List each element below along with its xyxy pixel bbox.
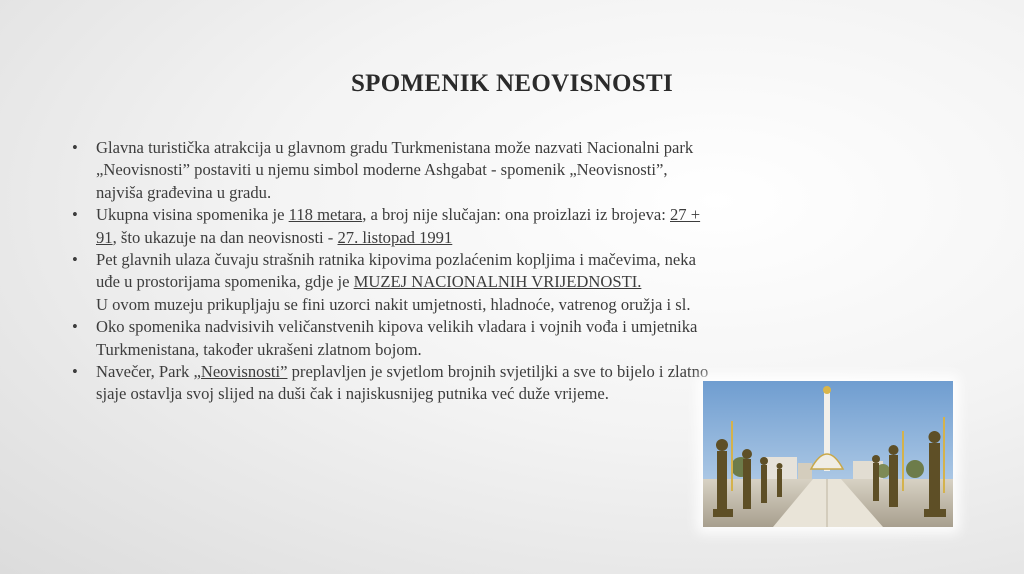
bullet-text: preplavljen je svjetlom brojnih svjetiljki a sve to bijelo i zlatno <box>287 362 709 382</box>
underlined-text: „Neovisnosti” <box>193 362 288 382</box>
monument-photo-image <box>703 381 953 527</box>
bullet-text: Ukupna visina spomenika je <box>96 205 289 225</box>
bullet-continuation <box>72 294 832 316</box>
bullet-text: , a broj nije slučajan: ona proizlazi iz brojeva: <box>362 205 670 225</box>
bullet-item <box>72 204 832 226</box>
bullet-text: U ovom muzeju prikupljaju se fini uzorci nakit umjetnosti, hladnoće, vatrenog oružja i sl. <box>96 294 691 314</box>
bullet-continuation <box>72 182 832 204</box>
bullet-text: uđe u prostorijama spomenika, gdje je <box>96 272 354 292</box>
bullet-item <box>72 137 832 159</box>
slide-title: SPOMENIK NEOVISNOSTI <box>350 70 674 97</box>
underlined-text: 27 + <box>670 205 701 225</box>
underlined-text: MUZEJ NACIONALNIH VRIJEDNOSTI. <box>353 272 642 292</box>
underlined-text: 91 <box>96 227 113 247</box>
bullet-continuation <box>72 271 832 293</box>
underlined-text: 27. listopad 1991 <box>337 227 453 247</box>
bullet-item <box>72 249 832 271</box>
bullet-text: sjaje ostavlja svoj slijed na duši čak i najiskusnijeg putnika već duže vrijeme. <box>96 384 609 404</box>
bullet-text: , što ukazuje na dan neovisnosti - <box>112 227 338 247</box>
bullet-text: Oko spomenika nadvisivih veličanstvenih kipova velikih vladara i vojnih vođa i umjetnika <box>96 317 698 337</box>
bullet-text: Turkmenistana, također ukrašeni zlatnom bojom. <box>96 339 422 359</box>
bullet-continuation <box>72 159 832 181</box>
bullet-list <box>72 137 832 406</box>
bullet-continuation <box>72 339 832 361</box>
monument-photo <box>703 381 953 527</box>
bullet-text: „Neovisnosti” postaviti u njemu simbol moderne Ashgabat - spomenik „Neovisnosti”, <box>96 160 668 180</box>
bullet-text: Pet glavnih ulaza čuvaju strašnih ratnika kipovima pozlaćenim kopljima i mačevima, neka <box>96 250 696 270</box>
underlined-text: 118 metara <box>288 205 363 225</box>
bullet-text: Navečer, Park <box>96 362 194 382</box>
bullet-text: najviša građevina u gradu. <box>96 182 272 202</box>
bullet-item <box>72 316 832 338</box>
bullet-continuation <box>72 227 832 249</box>
bullet-text: Glavna turistička atrakcija u glavnom gradu Turkmenistana može nazvati Nacionalni park <box>96 138 694 157</box>
